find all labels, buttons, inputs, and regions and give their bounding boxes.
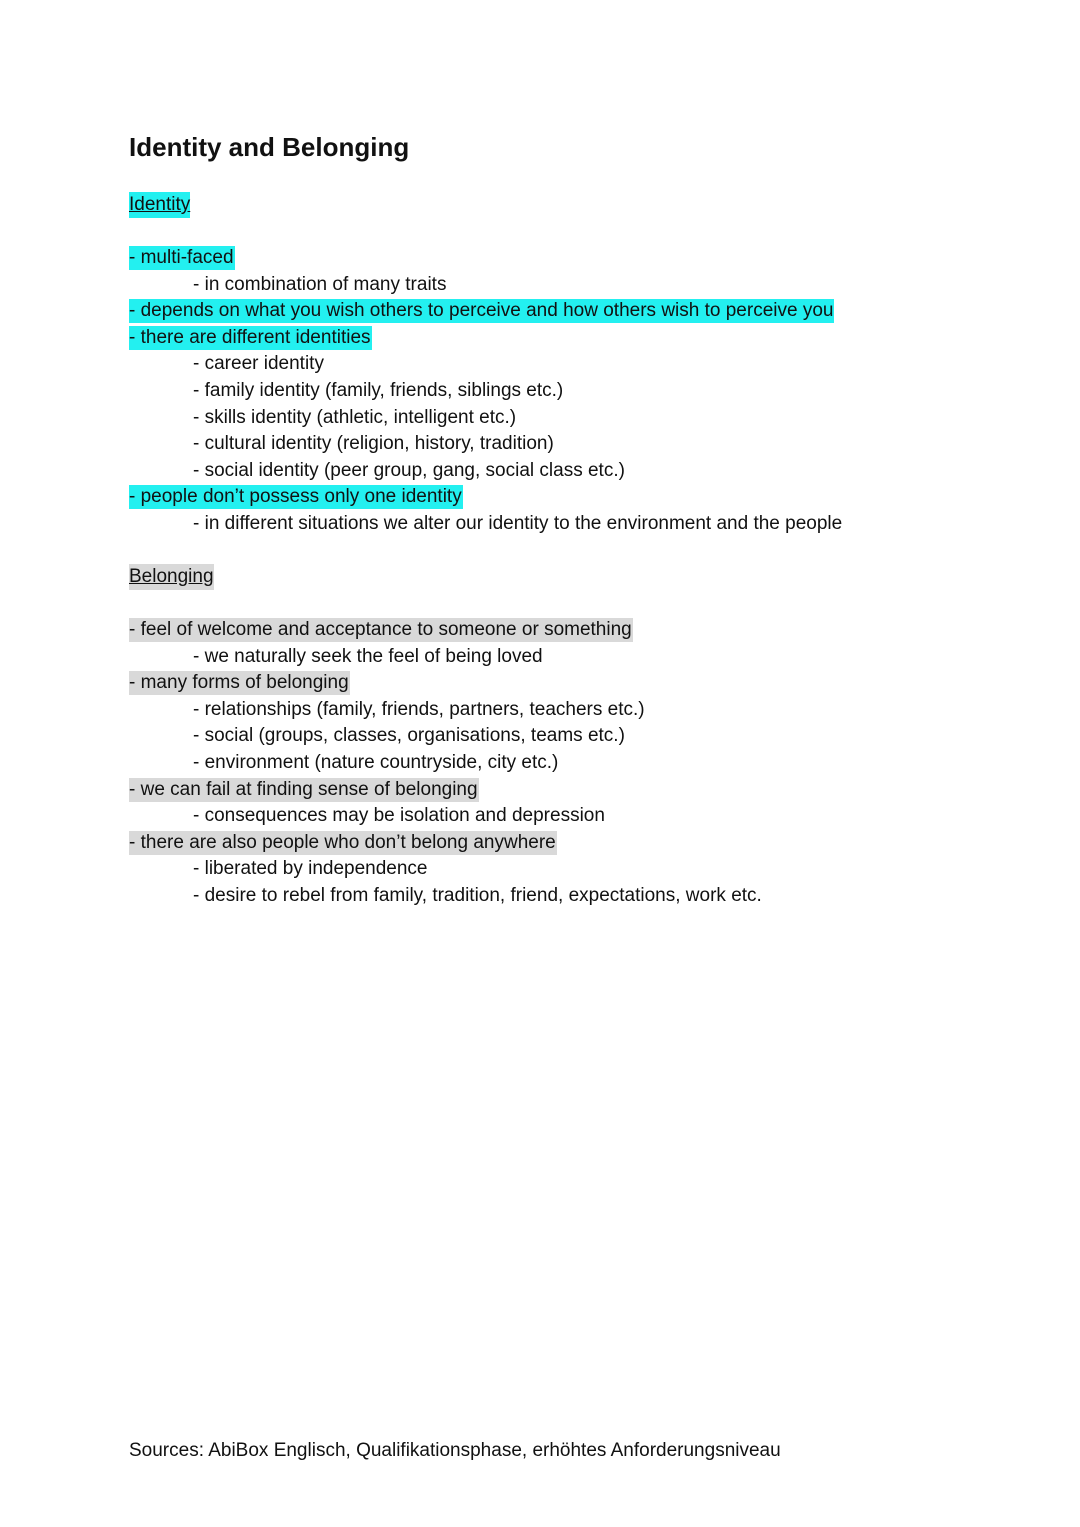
list-item: - desire to rebel from family, tradition, friend, expectations, work etc. [193,884,762,906]
list-item: - family identity (family, friends, siblings etc.) [193,379,564,401]
list-item: - in different situations we alter our identity to the environment and the people [193,512,843,534]
list-item: - multi-faced [129,247,234,268]
list-item: - in combination of many traits [193,273,447,295]
identity-list [129,245,1029,538]
identity-heading: Identity [129,192,190,218]
identity-section [129,192,1029,538]
list-item: - liberated by independence [193,858,428,880]
belonging-section [129,564,1029,910]
list-item: - we can fail at finding sense of belonging [129,778,478,800]
list-item: - people don’t possess only one identity [129,486,462,508]
list-item: - relationships (family, friends, partners, teachers etc.) [193,698,645,720]
document-title: Identity and Belonging [129,132,410,162]
list-item: - feel of welcome and acceptance to someone or something [129,619,632,640]
list-item: - there are different identities [129,326,371,348]
list-item: - career identity [193,353,324,375]
belonging-heading: Belonging [129,564,214,590]
list-item: - social identity (peer group, gang, social class etc.) [193,459,625,481]
list-item: - environment (nature countryside, city etc.) [193,751,559,773]
list-item: - cultural identity (religion, history, tradition) [193,433,554,455]
list-item: - we naturally seek the feel of being loved [193,645,543,667]
list-item: - there are also people who don’t belong anywhere [129,831,556,853]
belonging-list [129,617,1029,910]
list-item: - many forms of belonging [129,672,349,694]
list-item: - consequences may be isolation and depression [193,805,605,827]
list-item: - depends on what you wish others to perceive and how others wish to perceive you [129,300,834,322]
sources-footer: Sources: AbiBox Englisch, Qualifikationsphase, erhöhtes Anforderungsniveau [129,1440,781,1461]
list-item: - social (groups, classes, organisations, teams etc.) [193,725,625,747]
list-item: - skills identity (athletic, intelligent etc.) [193,406,517,428]
